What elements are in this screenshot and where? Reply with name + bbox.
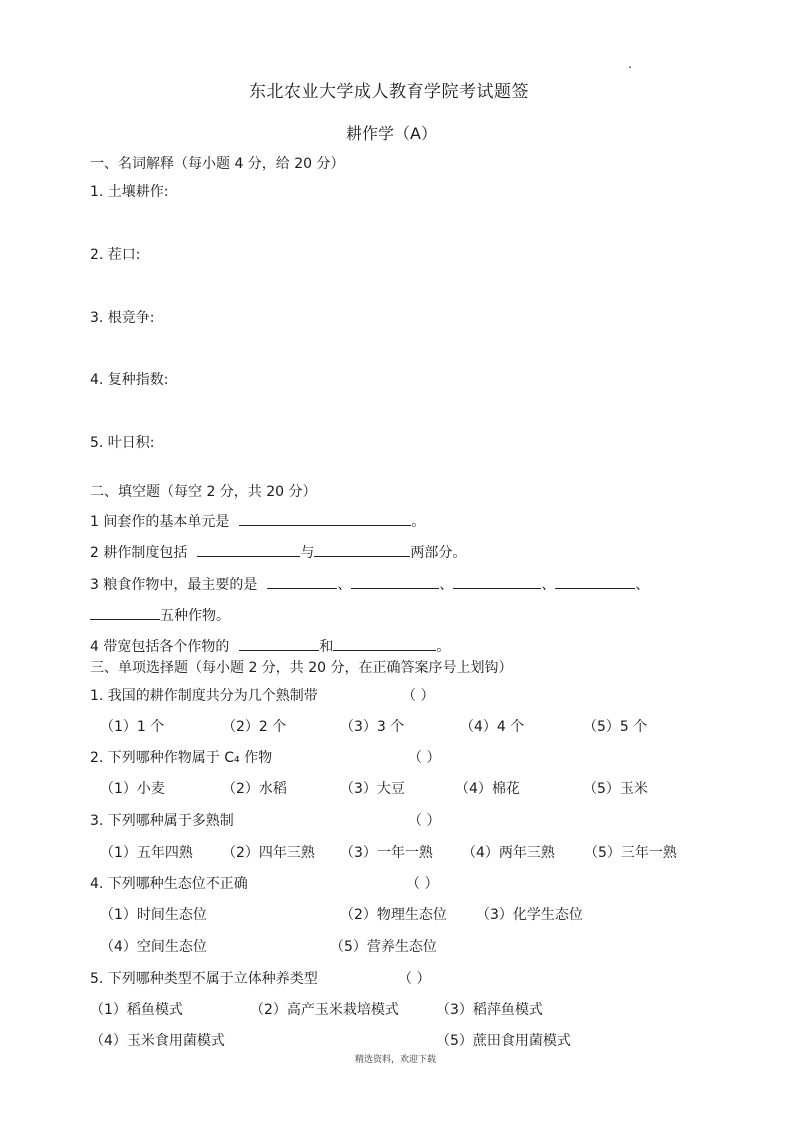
- answer-bracket[interactable]: （ ）: [408, 750, 441, 766]
- option-1[interactable]: （1）稻鱼模式: [90, 1002, 183, 1018]
- answer-blank[interactable]: [90, 606, 160, 620]
- option-3[interactable]: （3）3 个: [340, 719, 405, 735]
- answer-blank[interactable]: [333, 637, 436, 651]
- separator: 、: [635, 577, 650, 593]
- option-2[interactable]: （2）高产玉米栽培模式: [250, 1002, 399, 1018]
- option-3[interactable]: （3）稻萍鱼模式: [436, 1002, 543, 1018]
- answer-blank[interactable]: [197, 543, 300, 557]
- option-5[interactable]: （5）三年一熟: [584, 845, 677, 861]
- option-2[interactable]: （2）水稻: [222, 781, 287, 797]
- fill-question-3-text: 3 粮食作物中，最主要的是: [90, 577, 258, 593]
- corner-mark: .: [628, 57, 632, 71]
- answer-blank[interactable]: [267, 575, 337, 589]
- option-3[interactable]: （3）化学生态位: [476, 907, 583, 923]
- option-1[interactable]: （1）小麦: [100, 781, 165, 797]
- answer-blank[interactable]: [314, 543, 410, 557]
- answer-blank[interactable]: [239, 512, 411, 526]
- option-1[interactable]: （1）时间生态位: [100, 907, 207, 923]
- option-4[interactable]: （4）棉花: [455, 781, 520, 797]
- answer-bracket[interactable]: （ ）: [408, 813, 441, 829]
- option-5[interactable]: （5）营养生态位: [330, 939, 437, 955]
- option-4[interactable]: （4）玉米食用菌模式: [90, 1033, 225, 1049]
- answer-bracket[interactable]: （ ）: [402, 688, 435, 704]
- separator: 、: [541, 577, 556, 593]
- term-item-1: 1. 土壤耕作:: [90, 184, 169, 200]
- fill-question-2-suffix: 两部分。: [410, 545, 467, 561]
- answer-bracket[interactable]: （ ）: [398, 971, 431, 987]
- option-3[interactable]: （3）一年一熟: [340, 845, 433, 861]
- choice-question-4-stem: 4. 下列哪种生态位不正确: [90, 876, 248, 892]
- term-item-5: 5. 叶日积:: [90, 435, 155, 451]
- option-1[interactable]: （1）五年四熟: [100, 845, 193, 861]
- fill-question-1-text: 1 间套作的基本单元是: [90, 514, 230, 530]
- answer-blank[interactable]: [555, 575, 635, 589]
- fill-question-4: [90, 637, 450, 654]
- answer-blank[interactable]: [453, 575, 541, 589]
- answer-blank[interactable]: [239, 637, 319, 651]
- option-2[interactable]: （2）物理生态位: [340, 907, 447, 923]
- option-4[interactable]: （4）空间生态位: [100, 939, 207, 955]
- section2-heading: 二、填空题（每空 2 分，共 20 分）: [90, 484, 317, 500]
- option-5[interactable]: （5）蔗田食用菌模式: [436, 1033, 571, 1049]
- exam-subtitle: 耕作学（A）: [346, 124, 437, 143]
- option-4[interactable]: （4）4 个: [460, 719, 525, 735]
- choice-question-2-stem: 2. 下列哪种作物属于 C₄ 作物: [90, 750, 273, 766]
- option-4[interactable]: （4）两年三熟: [462, 845, 555, 861]
- fill-question-4-text: 4 带宽包括各个作物的: [90, 639, 230, 655]
- fill-question-4-suffix: 。: [436, 639, 451, 655]
- fill-question-1: [90, 512, 425, 529]
- option-2[interactable]: （2）四年三熟: [222, 845, 315, 861]
- exam-title: 东北农业大学成人教育学院考试题签: [249, 82, 529, 102]
- fill-question-3-suffix: 五种作物。: [160, 608, 230, 624]
- option-2[interactable]: （2）2 个: [222, 719, 287, 735]
- choice-question-3-stem: 3. 下列哪种属于多熟制: [90, 813, 234, 829]
- term-item-3: 3. 根竞争:: [90, 310, 155, 326]
- section3-heading: 三、单项选择题（每小题 2 分，共 20 分，在正确答案序号上划钩）: [90, 660, 513, 676]
- fill-question-3-line2: [90, 606, 230, 623]
- fill-question-3: [90, 575, 649, 592]
- answer-bracket[interactable]: （ ）: [406, 876, 439, 892]
- option-3[interactable]: （3）大豆: [340, 781, 405, 797]
- fill-question-4-mid: 和: [319, 639, 334, 655]
- fill-question-2-mid: 与: [300, 545, 315, 561]
- answer-blank[interactable]: [351, 575, 439, 589]
- page-footer: 精选资料，欢迎下载: [355, 1055, 437, 1065]
- option-1[interactable]: （1）1 个: [100, 719, 165, 735]
- section1-heading: 一、名词解释（每小题 4 分，给 20 分）: [90, 156, 345, 172]
- option-5[interactable]: （5）玉米: [583, 781, 648, 797]
- term-item-4: 4. 复种指数:: [90, 372, 169, 388]
- fill-question-2: [90, 543, 466, 560]
- choice-question-1-stem: 1. 我国的耕作制度共分为几个熟制带: [90, 688, 318, 704]
- separator: 、: [337, 577, 352, 593]
- separator: 、: [439, 577, 454, 593]
- fill-question-2-text: 2 耕作制度包括: [90, 545, 188, 561]
- term-item-2: 2. 茬口:: [90, 247, 141, 263]
- fill-question-1-suffix: 。: [411, 514, 426, 530]
- choice-question-5-stem: 5. 下列哪种类型不属于立体种养类型: [90, 971, 318, 987]
- option-5[interactable]: （5）5 个: [583, 719, 648, 735]
